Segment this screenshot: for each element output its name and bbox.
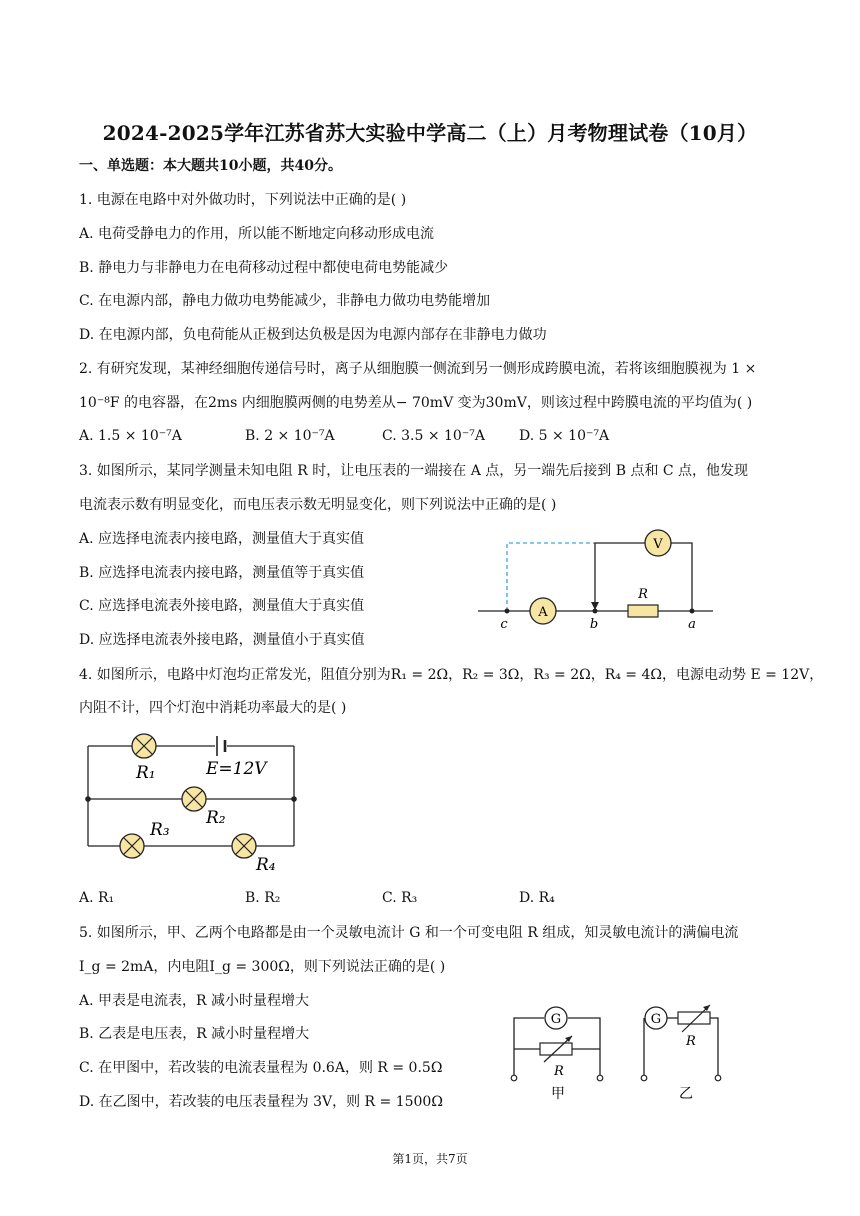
node-c-label: c: [500, 617, 508, 632]
q3-circuit-figure: [478, 524, 718, 634]
resistor-label: R: [638, 587, 648, 602]
voltmeter-label: V: [653, 537, 663, 552]
q5-option-d: D. 在乙图中，若改装的电压表量程为 3V，则 R = 1500Ω: [79, 1094, 443, 1110]
q4-stem-line2: 内阻不计，四个灯泡中消耗功率最大的是( ): [79, 700, 347, 716]
r3-label: R₃: [150, 820, 170, 840]
page-footer: 第1页，共7页: [392, 1152, 468, 1166]
q4-option-c: C. R₃: [382, 890, 418, 906]
q2-option-d: D. 5 × 10⁻⁷A: [519, 428, 610, 444]
r2-label: R₂: [206, 808, 226, 828]
section-heading: 一、单选题：本大题共10小题，共40分。: [79, 158, 342, 174]
q1-option-b: B. 静电力与非静电力在电荷移动过程中都使电荷电势能减少: [79, 260, 449, 276]
ammeter-label: A: [538, 605, 548, 620]
lamp-r2-icon: [182, 787, 206, 811]
jia-label: 甲: [551, 1086, 565, 1102]
q3-option-a: A. 应选择电流表内接电路，测量值大于真实值: [79, 531, 365, 547]
q3-stem-line2: 电流表示数有明显变化，而电压表示数无明显变化，则下列说法中正确的是( ): [79, 497, 557, 513]
q4-option-d: D. R₄: [519, 890, 555, 906]
jia-galvanometer-label: G: [550, 1012, 562, 1027]
q4-option-b: B. R₂: [245, 890, 281, 906]
q1-stem: 1. 电源在电路中对外做功时，下列说法中正确的是( ): [79, 192, 407, 208]
q5-option-b: B. 乙表是电压表，R 减小时量程增大: [79, 1026, 310, 1042]
q3-option-b: B. 应选择电流表内接电路，测量值等于真实值: [79, 565, 365, 581]
q1-option-d: D. 在电源内部，负电荷能从正极到达负极是因为电源内部存在非静电力做功: [79, 327, 547, 343]
yi-resistor-label: R: [686, 1034, 696, 1049]
page-title: 2024-2025学年江苏省苏大实验中学高二（上）月考物理试卷（10月）: [102, 121, 758, 145]
q2-stem-line1: 2. 有研究发现，某神经细胞传递信号时，离子从细胞膜一侧流到另一侧形成跨膜电流，若将该细胞膜视为 1 ×: [79, 361, 757, 377]
q2-option-b: B. 2 × 10⁻⁷A: [245, 428, 335, 444]
q3-stem-line1: 3. 如图所示，某同学测量未知电阻 R 时，让电压表的一端接在 A 点，另一端先后接到 B 点和 C 点，他发现: [79, 463, 749, 479]
q2-option-a: A. 1.5 × 10⁻⁷A: [79, 428, 182, 444]
node-a-label: a: [688, 617, 696, 632]
lamp-r1-icon: [132, 734, 156, 758]
yi-label: 乙: [679, 1086, 693, 1102]
node-b-label: b: [589, 617, 599, 632]
q4-option-a: A. R₁: [79, 890, 115, 906]
r1-label: R₁: [136, 763, 156, 783]
q3-option-c: C. 应选择电流表外接电路，测量值大于真实值: [79, 598, 365, 614]
lamp-r4-icon: [232, 834, 256, 858]
q2-stem-line2: 10⁻⁸F 的电容器，在2ms 内细胞膜两侧的电势差从− 70mV 变为30mV，则该过程中跨膜电流的平均值为( ): [79, 395, 753, 411]
q5-option-a: A. 甲表是电流表，R 减小时量程增大: [79, 993, 310, 1009]
q5-circuit-figure: [500, 1000, 730, 1105]
q4-stem-line1: 4. 如图所示，电路中灯泡均正常发光，阻值分别为R₁ = 2Ω，R₂ = 3Ω，R₃ = 2Ω，R₄ = 4Ω，电源电动势 E = 12V，: [79, 667, 824, 683]
q2-option-c: C. 3.5 × 10⁻⁷A: [382, 428, 485, 444]
q5-stem-line2: I_g = 2mA，内电阻I_g = 300Ω，则下列说法正确的是( ): [79, 959, 446, 975]
q1-option-a: A. 电荷受静电力的作用，所以能不断地定向移动形成电流: [79, 226, 435, 242]
q1-option-c: C. 在电源内部，静电力做功电势能减少，非静电力做功电势能增加: [79, 293, 491, 309]
q3-option-d: D. 应选择电流表外接电路，测量值小于真实值: [79, 632, 365, 648]
q5-stem-line1: 5. 如图所示，甲、乙两个电路都是由一个灵敏电流计 G 和一个可变电阻 R 组成，知灵敏电流计的满偏电流: [79, 925, 739, 941]
r4-label: R₄: [256, 855, 276, 875]
yi-galvanometer-label: G: [650, 1012, 662, 1027]
lamp-r3-icon: [120, 834, 144, 858]
q4-circuit-figure: [80, 730, 305, 875]
q5-option-c: C. 在甲图中，若改装的电流表量程为 0.6A，则 R = 0.5Ω: [79, 1060, 443, 1076]
emf-label: E=12V: [206, 759, 267, 779]
jia-resistor-label: R: [554, 1064, 564, 1079]
